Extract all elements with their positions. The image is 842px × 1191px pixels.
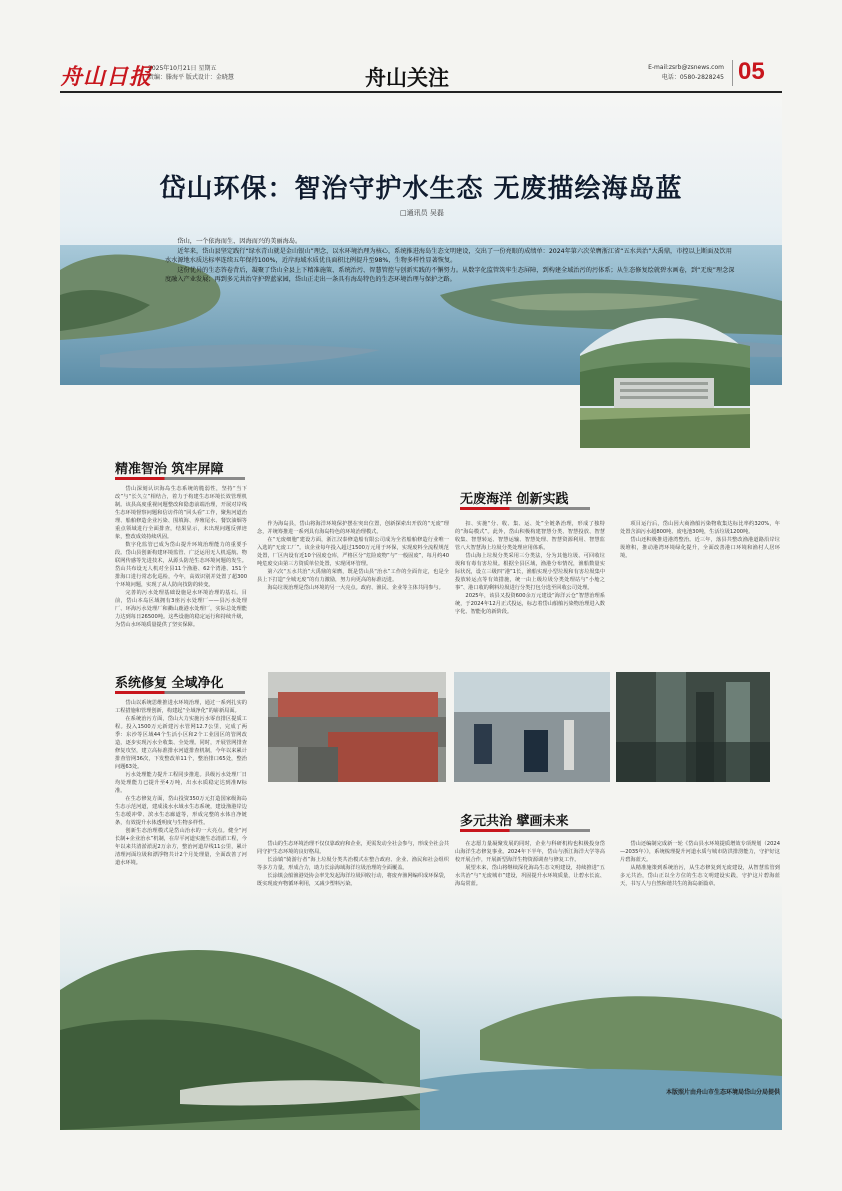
intro-paragraph: 岱山，一个依海而生、因海而兴的美丽海岛。 xyxy=(177,238,302,245)
header-separator xyxy=(732,60,733,86)
email-text: E-mail:zsrb@zsnews.com xyxy=(648,64,724,71)
article-title: 岱山环保：智治守护水生态 无废描绘海岛蓝 xyxy=(159,174,683,204)
section-4-heading-wrap xyxy=(460,488,569,507)
paragraph: 在“无废细胞”建设方面，浙江汉泰修造船有限公司成为全省船舶修造行业唯一入选的“无废工厂”。该企业每年投入超过1500万元用于环保，实现废料全流程规范处置，厂区内设有近10个固废仓库，严格区分“危险废物”与“一般固废”，每月约40吨危废交由第三方资质单位处置，实现闭环管理。 xyxy=(257,537,449,567)
paragraph: 岱山还积极推进港湾整治。近三年，落县共整改渔港道路沿岸垃圾堆积，推动港湾环境绿化提升，全面改善港口环境和渔村人居环境。 xyxy=(620,537,780,559)
paragraph: 2025年，该县又投资600余万元建设“海洋云仓”智慧治理系统，于2024年12月正式投运，标志着岱山船舶污染物治理进入数字化、智能化的新阶段。 xyxy=(455,593,605,615)
section-heading: 精准智治 筑牢屏障 xyxy=(115,462,224,477)
article-byline: □通讯员 吴磊 xyxy=(400,209,444,217)
inset-photo-facility xyxy=(580,316,750,448)
header-rule xyxy=(60,91,782,93)
section-rule xyxy=(460,507,590,510)
paragraph: 岱山的生态环境治理不仅仅靠政府和企业，更需发动全社会参与，形成全社会共同守护生态环境的良好格局。 xyxy=(257,841,449,855)
article-intro xyxy=(165,237,735,285)
paragraph: 海岛垃圾治理是岱山环境的另一大亮点。政府、渔民、企业等主体共同参与。 xyxy=(267,585,444,591)
photo-shipyard xyxy=(268,672,446,782)
paragraph: 岱山以系统思维推进水环境治理，通过一系列扎实的工程措施和管理创新，构建起“全域净化”的崭新局面。 xyxy=(115,700,247,714)
page-number: 05 xyxy=(738,58,765,85)
section-rule xyxy=(115,691,245,694)
paragraph: 展望未来，岱山将继续深化海岛生态文明建设，持续推进“五水共治”与“无废城市”建设，巩固提升水环境质量，让碧水长流、海岛常蓝。 xyxy=(455,865,605,887)
paragraph: 在系统治污方面，岱山大力实施污水零直排区提质工程。投入1500万元新建污水管网12.7公里，完成了两季：东沙等区域44个生活小区和2个工业园区的管网改造，逐步实现污水全收集、全处理。同时，开展管网排查修复攻坚，建立高标准排水河道排查机制，今年以来累计排查管网36次，下发整改单11个，整治排口65处，整治问题63处。 xyxy=(115,716,247,770)
section-5-body-c xyxy=(620,840,780,1080)
paragraph: 污水处理能力提升工程同步推进。县级污水处理厂日均处理能力已提升至4万吨，出水水质稳定达到准Ⅳ标准。 xyxy=(115,772,247,794)
paragraph: 岱山海上垃圾分类采用三分类法，分为其他垃圾、可回收垃圾和有毒有害垃圾。根据全县区域，渔港分布情况，渔船数量实际状况，设立三级四“港”1长，渔船实现小型垃圾和有害垃圾集中投放转运点等有效措施，统一由上级垃圾分类处理站与“小舱之事”、港口收的剩料垃圾进行分类打包分选至回收公司处理。 xyxy=(455,553,605,591)
paragraph: 扣、实施“分、收、集、运、处”全链条治理，形成了独特的“海岛模式”。此外，岱山积极构建智慧分类、智慧投放、智慧收集、智慧转运、智慧运输、智慧处理、智慧资源利用、智慧监管八大智慧海上垃圾分类处理应用体系。 xyxy=(455,521,605,551)
date-line: 2025年10月21日 星期五 xyxy=(148,65,217,72)
section-title: 舟山关注 xyxy=(365,65,449,90)
shipyard-image xyxy=(268,672,446,782)
paragraph: 作为海岛县，岱山将海洋环境保护摆在突出位置，创新探索出开放的“无废”理念，并统筹推进一系列具有海岛特色的环境治理模式。 xyxy=(257,521,449,535)
newspaper-logo: 舟山日报 xyxy=(60,64,153,90)
section-1-heading-wrap xyxy=(115,458,224,477)
paragraph: 完善的污水处理基础设施是水环境治理的基石。目前，岱山本岛区域拥有3座污水处理厂——县污水处理厂、环海污水处理厂和衢山鹿港水处理厂，实际总处理能力达到每日26500吨。这些设施的稳定运行和持续升级，为岱山水环境质量提供了坚实保障。 xyxy=(115,590,247,628)
section-rule xyxy=(460,829,590,832)
section-5-body-b xyxy=(455,840,605,990)
photo-pipeline xyxy=(616,672,770,782)
facility-image xyxy=(580,316,750,448)
paragraph: 长涂镇“骑游行者”海上垃圾分类共治模式在整合政府、企业、渔民和社会组织等多方力量，形成合力，助力长涂海域海洋垃圾治理的全面覆盖。 xyxy=(257,857,449,871)
section-4-body-a xyxy=(455,520,605,645)
section-3-body xyxy=(257,520,449,645)
paragraph: 创新生态治理模式是岱山治水的一大亮点。健全“河长制+企业治水”机制，在岸平河道实施生态清淤工程，今年以来共清淤淤泥2万余方，整治河道岸线11公里，累计清理河面垃圾和漂浮物共计2个月处理量，全面改善了河道水环境。 xyxy=(115,828,247,866)
editors-line: 责编：滕海平 版式设计：金晓慧 xyxy=(148,74,234,81)
issue-date xyxy=(148,64,234,82)
intro-paragraph: 近年来，岱山县坚定践行“绿水青山就是金山银山”理念，以水环境治理为核心，系统推进海岛生态文明建设，交出了一份亮眼的成绩单：2024年第六次荣膺浙江省“五水共治”大禹鼎，市控以上断面及饮用水水源地水质达标率连续五年保持100%，近岸海域水质优良面积比例提升至98%，生物多样性显著恢复。 xyxy=(165,247,732,264)
section-5-heading-wrap xyxy=(460,810,569,829)
paragraph: 项目运行后，岱山因大商渔船污染物收集达标比率约320%，年处置含油污水超800吨、废电池30吨，生活垃圾1200吨。 xyxy=(620,521,780,535)
inspection-image xyxy=(454,672,610,782)
intro-paragraph: 这份优异的生态答卷背后，凝聚了岱山全县上下精准施策、系统治污、智慧管控与创新实践的不懈努力。从数字化监管筑牢生态屏障，到构建全域治污的污体系；从生态修复绘就碧水画卷，到“无废”理念深度融入产业发展；再到多元共治守护碧蓝家园，岱山正走出一条具有海岛特色的生态环境治理与保护之路。 xyxy=(165,266,735,283)
paragraph: 从精准施策到系统治污，从生态修复到无废建设，从智慧监管到多元共治，岱山正以全方位的生态文明建设实践，守护这片碧海蓝天，书写人与自然和谐共生的海岛新篇章。 xyxy=(620,865,780,887)
section-heading: 无废海洋 创新实践 xyxy=(460,492,569,507)
contact-info xyxy=(628,63,724,83)
section-2-heading-wrap xyxy=(115,672,224,691)
pipeline-image xyxy=(616,672,770,782)
photo-inspection xyxy=(454,672,610,782)
section-4-body-b xyxy=(620,520,780,645)
section-1-body xyxy=(115,485,247,667)
paragraph: 岱山深刻认识海岛生态系统的脆弱性，坚持“当下改”与“长久立”相结合，着力于构建生态环境长效管理机制。该县高度重视问题整改和隐患前端治理，开展对岸线生态环境督察问题和信访件的“回头看”工作，聚焦河道治理、船舶修造企业污染、围填海、养殖尾水、餐饮油烟等重点领域进行全面排查，结果显示，未出现问题反弹迹象，整改成效持续巩固。 xyxy=(115,486,247,540)
section-heading: 系统修复 全域净化 xyxy=(115,676,224,691)
section-5-body-a xyxy=(257,840,449,1000)
paragraph: 在志愿力量凝聚发展的同时，企业与科研机构也积极投身岱山海洋生态修复事业。2024年下半年，岱山与浙江海洋大学等高校开展合作，开展新型海洋生物资源调查与修复工作。 xyxy=(455,841,605,863)
paragraph: 岱山还编制完成新一轮《岱山县水环境提质增效专项规划（2024—2035年）》，系统梳理提升河道水质与城市防洪排涝能力，守护好这片碧海蓝天。 xyxy=(620,841,780,863)
paragraph: 在生态修复方面，岱山投资350万元打造国家级海岛生态示范河道，建成浅水水域水生态系统，建设渔港岸边生态缓冲带、滨水生态廊道等，形成完整的水体自净链条，有效提升水体透明度与生物多样性。 xyxy=(115,796,247,826)
paragraph: 第六次“五水共治”大禹鼎的荣膺，既是岱山县“治水”工作的全面肯定，也是全县上下打造“全城无废”的有力激励，努力向更高的标准迈进。 xyxy=(257,569,449,583)
phone-text: 电话：0580-2828245 xyxy=(661,74,724,81)
section-heading: 多元共治 擘画未来 xyxy=(460,814,569,829)
section-rule xyxy=(115,477,245,480)
paragraph: 长涂镇会船渔港处协会率先发起海洋垃圾回收行动，将废弃渔网编织成环保袋，既实现废弃物循环利用，又减少塑料污染。 xyxy=(257,873,449,887)
paragraph: 数字化监管已成为岱山提升环境治理能力的重要手段。岱山县创新构建环境监管、广泛运用无人机巡航、物联网传感等先进技术，从源头防范生态环境问题的发生。岱山共布设无人机对全县11个渔港、62个湾港、151个排海口进行常态化巡检，今年，高效识别并处置了超300个环境问题，实现了从人防向技防的转变。 xyxy=(115,542,247,588)
photo-credit: 本版照片由舟山市生态环境局岱山分局提供 xyxy=(665,1089,780,1096)
